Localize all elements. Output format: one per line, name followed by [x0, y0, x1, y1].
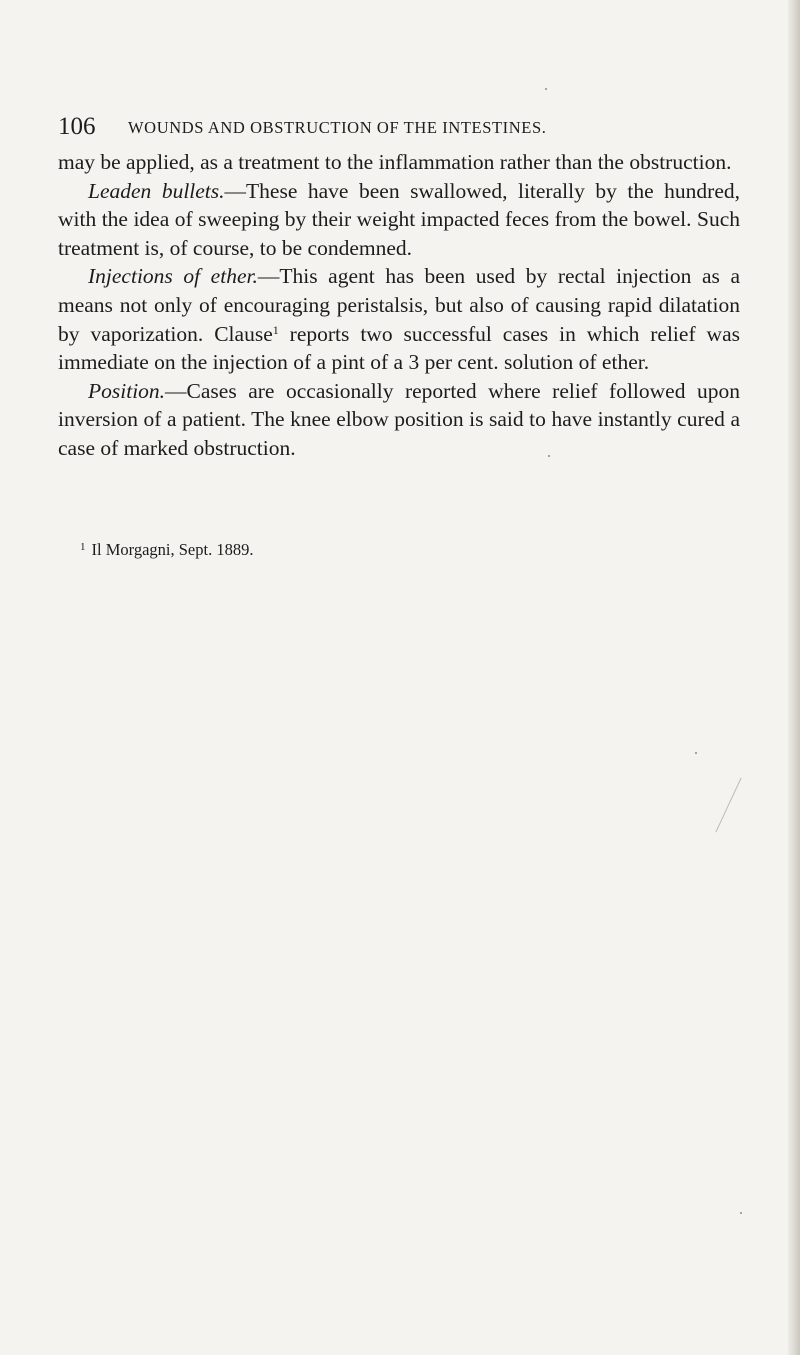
- footnote: [80, 538, 253, 562]
- paragraph-lead: Injections of ether.: [88, 264, 258, 289]
- paragraph-text: —This agent has been used by rectal injection as a means not only of encouraging peristalsis, but also of causing rapid dilatation by vaporization. Clause: [58, 264, 740, 346]
- page-number: 106: [58, 113, 96, 140]
- paragraph-lead: Position.: [88, 378, 166, 403]
- paragraph-text: may be applied, as a treatment to the inflammation rather than the obstruction.: [58, 150, 732, 174]
- running-head: [58, 112, 748, 142]
- paragraph-text: —Cases are occasionally reported where relief followed upon inversion of a patient. The knee elbow position is said to have instantly cured a case of marked obstruction.: [58, 378, 740, 460]
- paragraph-lead: Leaden bullets.: [88, 178, 225, 203]
- body-text: [58, 148, 740, 463]
- footnote-reference: 1: [272, 322, 279, 337]
- running-title: WOUNDS AND OBSTRUCTION OF THE INTESTINES.: [128, 118, 547, 137]
- footnote-text: Il Morgagni, Sept. 1889.: [91, 540, 254, 559]
- paragraph-continuation: [58, 148, 740, 177]
- scan-speck: [740, 1212, 742, 1214]
- paragraph-injections-of-ether: [58, 262, 740, 376]
- paragraph-position: [58, 377, 740, 463]
- scan-speck: [545, 88, 547, 90]
- footnote-marker: 1: [80, 541, 86, 553]
- page-edge-shadow: [788, 0, 800, 1355]
- scan-mark: [715, 778, 741, 833]
- paragraph-text-continued: reports two successful cases in which relief was immediate on the injection of a pint of a 3 per cent. solution of ether.: [58, 321, 740, 375]
- paragraph-leaden-bullets: [58, 177, 740, 263]
- scan-speck: [695, 752, 697, 754]
- paragraph-text: —These have been swallowed, literally by the hundred, with the idea of sweeping by their weight impacted feces from the bowel. Such treatment is, of course, to be condemned.: [58, 178, 740, 260]
- scan-speck: [548, 455, 550, 457]
